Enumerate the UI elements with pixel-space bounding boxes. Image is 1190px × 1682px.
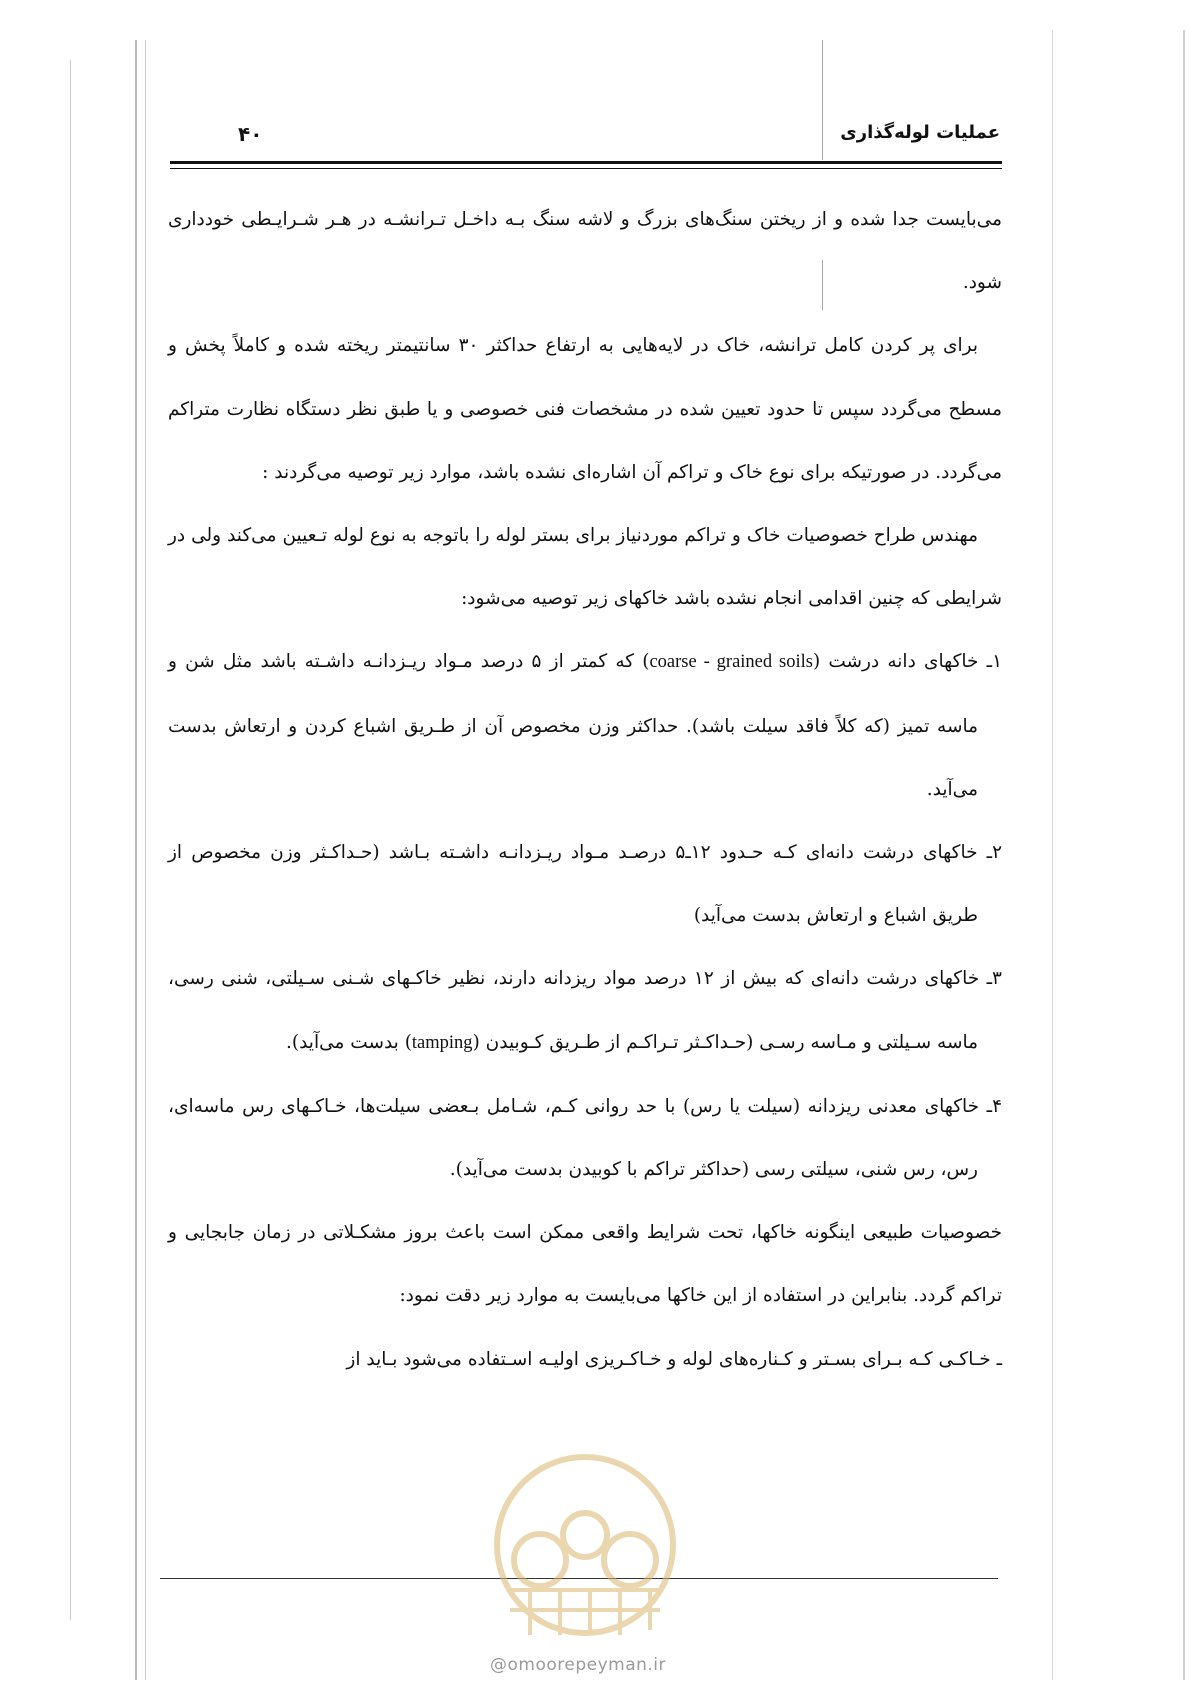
- scan-line-right-1: [1052, 30, 1053, 1680]
- header-rule-thin: [170, 168, 1002, 169]
- scan-line-center-1: [822, 40, 823, 160]
- scan-line-left-2: [135, 40, 137, 1680]
- page-number: ۴۰: [238, 122, 263, 146]
- list-item-1-before: ۱ـ خاکهای دانه درشت (: [812, 651, 1003, 673]
- paragraph-continuation: می‌بایست جدا شده و از ریختن سنگ‌های بزرگ و لاشه سنگ بـه داخـل تـرانشـه در هـر شـرایـطی خودداری شود.: [168, 209, 1002, 294]
- list-item-1-after: ) که کمتر از ۵ درصد مـواد ریـزدانـه داشـته باشد مثل شن و ماسه تمیز (که کلاً فاقد سیلت باشد). حداکثر وزن مخصوص آن از طـریق اشباع کردن و ارتعاش بدست می‌آید.: [168, 651, 979, 800]
- watermark-logo: [470, 1440, 700, 1650]
- page-title: عملیات لوله‌گذاری: [840, 122, 1000, 143]
- list-item-1-latin: coarse - grained soils: [649, 652, 813, 673]
- list-item-3-after: ) بدست می‌آید).: [285, 1031, 412, 1053]
- body-text: [168, 188, 1002, 1391]
- list-item-4-text: ۴ـ خاکهای معدنی ریزدانه (سیلت یا رس) با حد روانی کـم، شـامل بـعضی سیلت‌ها، خـاکـهای رس ماسه‌ای، رس، رس شنی، سیلتی رسی (حداکثر تراکم با کوبیدن بدست می‌آید).: [168, 1095, 1002, 1181]
- list-item-3-latin: tamping: [411, 1032, 473, 1053]
- scan-line-left-3: [145, 40, 146, 1680]
- paragraph-designer: مهندس طراح خصوصیات خاک و تراکم موردنیاز برای بستر لوله را باتوجه به نوع لوله تـعیین می‌کند ولی در شرایطی که چنین اقدامی انجام نشده باشد خاکهای زیر توصیه می‌شود:: [168, 525, 1002, 610]
- watermark-text: @omoorepeyman.ir: [490, 1655, 667, 1675]
- paragraph-dash-item: ـ خـاکـی کـه بـرای بسـتر و کـناره‌های لوله و خـاکـریزی اولیـه اسـتفاده می‌شود بـاید از: [346, 1348, 1002, 1370]
- list-item-2: [168, 821, 1002, 947]
- scan-line-right-2: [1183, 30, 1185, 1680]
- paragraph-closing: خصوصیات طبیعی اینگونه خاکها، تحت شرایط واقعی ممکن است باعث بروز مشکـلاتی در زمان جابجایی و تراکم گردد. بنابراین در استفاده از این خاکها می‌بایست به موارد زیر دقت نمود:: [168, 1222, 1002, 1307]
- list-item-2-text: ۲ـ خاکهای درشت دانه‌ای کـه حـدود ۱۲ـ۵ درصـد مـواد ریـزدانـه داشـته بـاشد (حـداکـثر وزن مخصوص از طریق اشباع و ارتعاش بدست می‌آید): [168, 842, 1002, 927]
- list-item-3-before: ۳ـ خاکهای درشت دانه‌ای که بیش از ۱۲ درصد مواد ریزدانه دارند، نظیر خاکـهای شـنی سـیلتی، شنی رسی، ماسه سـیلتی و مـاسه رسـی (حـداکـثر تـراکـم از طـریق کـوبیدن (: [168, 968, 1002, 1053]
- list-item-4: [168, 1075, 1002, 1201]
- paragraph-backfill: برای پر کردن کامل ترانشه، خاک در لایه‌هایی به ارتفاع حداکثر ۳۰ سانتیمتر ریخته شده و کاملاً پخش و مسطح می‌گردد سپس تا حدود تعیین شده در مشخصات فنی خصوصی و یا طبق نظر دستگاه نظارت متراکم می‌گردد. در صورتیکه برای نوع خاک و تراکم آن اشاره‌ای نشده باشد، موارد زیر توصیه می‌گردند :: [168, 335, 1002, 483]
- header-rule-thick: [170, 161, 1002, 164]
- list-item-3: [168, 947, 1002, 1074]
- list-item-1: [168, 630, 1002, 821]
- scan-line-left-1: [70, 60, 71, 1620]
